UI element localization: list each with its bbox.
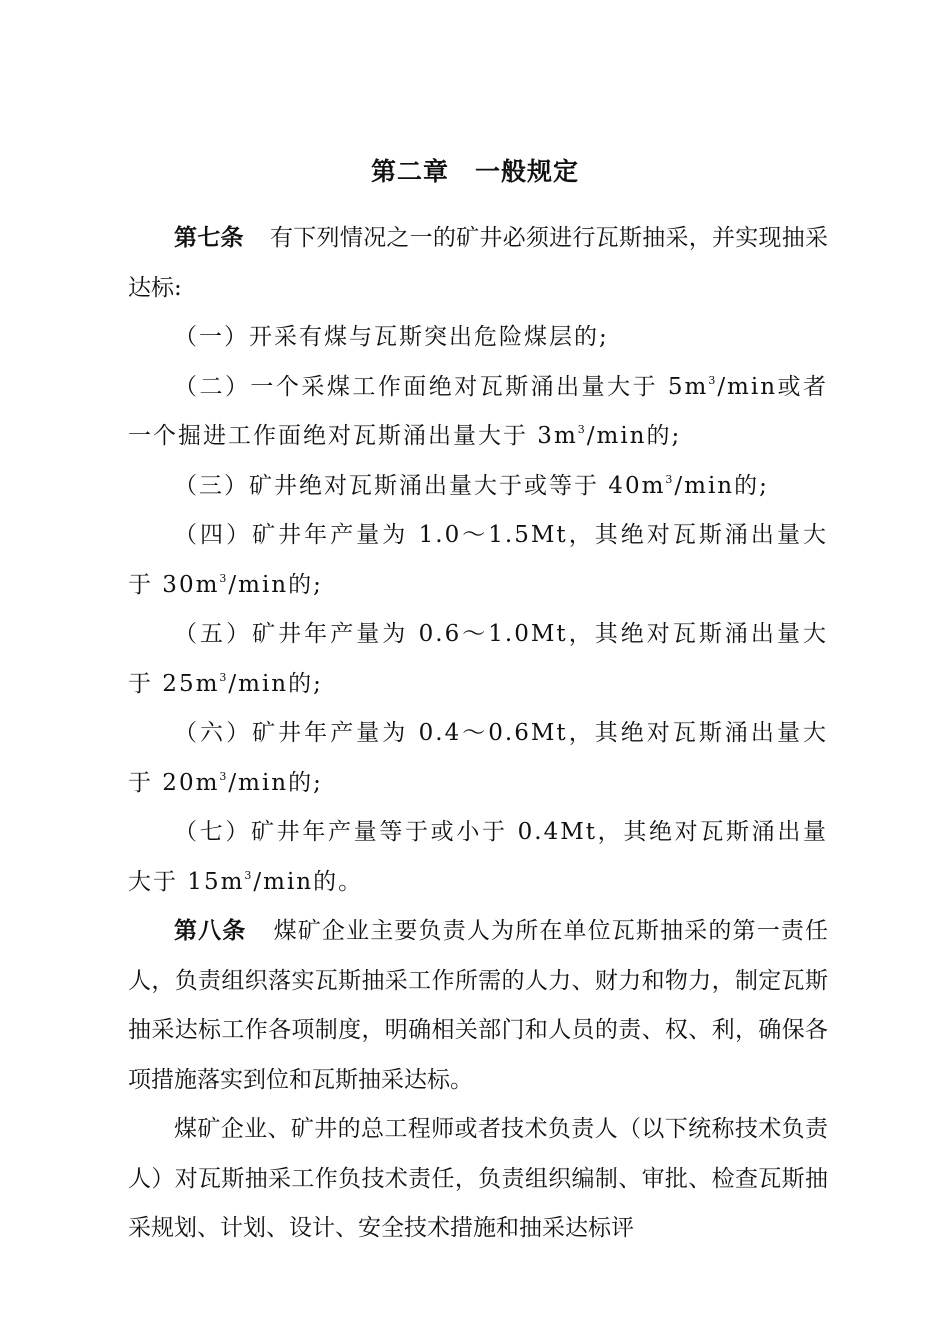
superscript-3: 3 — [219, 769, 229, 783]
article-7-intro-text: 有下列情况之一的矿井必须进行瓦斯抽采，并实现抽采达标: — [128, 225, 829, 301]
item-2-text-a: （二）一个采煤工作面绝对瓦斯涌出量大于 5m — [174, 373, 709, 400]
superscript-3: 3 — [244, 868, 254, 882]
document-body — [128, 214, 828, 1254]
article-7-item-7 — [128, 808, 828, 907]
article-7-item-4 — [128, 511, 828, 610]
item-6-text-a: （六）矿井年产量为 0.4～0.6Mt，其绝对瓦斯涌出量大于 20m — [128, 720, 828, 796]
item-5-text-b: /min的; — [228, 670, 323, 697]
item-7-text-a: （七）矿井年产量等于或小于 0.4Mt，其绝对瓦斯涌出量大于 15m — [128, 819, 828, 895]
article-8-paragraph-2-text: 煤矿企业、矿井的总工程师或者技术负责人（以下统称技术负责人）对瓦斯抽采工作负技术责任，负责组织编制、审批、检查瓦斯抽采规划、计划、设计、安全技术措施和抽采达标评 — [128, 1116, 828, 1241]
item-6-text-b: /min的; — [228, 769, 323, 796]
superscript-3: 3 — [665, 472, 675, 486]
article-8-paragraph-1 — [128, 907, 828, 1105]
superscript-3: 3 — [219, 571, 229, 585]
article-7-label: 第七条 — [174, 225, 244, 251]
article-8-label: 第八条 — [174, 918, 247, 944]
item-4-text-a: （四）矿井年产量为 1.0～1.5Mt，其绝对瓦斯涌出量大于 30m — [128, 522, 828, 598]
article-7-item-5 — [128, 610, 828, 709]
article-7-item-6 — [128, 709, 828, 808]
superscript-3: 3 — [219, 670, 229, 684]
item-7-text-b: /min的。 — [253, 868, 364, 895]
article-7-item-2 — [128, 363, 828, 462]
superscript-3: 3 — [708, 373, 718, 387]
chapter-title: 第二章 一般规定 — [370, 157, 579, 186]
item-2-text-b: /min或者一个掘进工作面绝对瓦斯涌出量大于 3m — [128, 373, 828, 449]
item-5-text-a: （五）矿井年产量为 0.6～1.0Mt，其绝对瓦斯涌出量大于 25m — [128, 621, 828, 697]
article-7-item-3 — [128, 462, 828, 512]
item-1-text: （一）开采有煤与瓦斯突出危险煤层的; — [174, 324, 609, 350]
article-8-paragraph-2 — [128, 1105, 828, 1254]
article-8-paragraph-1-text: 煤矿企业主要负责人为所在单位瓦斯抽采的第一责任人，负责组织落实瓦斯抽采工作所需的人力、财力和物力，制定瓦斯抽采达标工作各项制度，明确相关部门和人员的责、权、利，确保各项措施落实到位和瓦斯抽采达标。 — [128, 918, 829, 1093]
item-2-text-c: /min的; — [586, 423, 682, 449]
superscript-3: 3 — [577, 423, 587, 436]
item-3-text-b: /min的; — [674, 472, 769, 499]
article-7-intro — [128, 214, 828, 313]
item-4-text-b: /min的; — [228, 571, 323, 598]
article-7-item-1 — [128, 313, 828, 363]
item-3-text-a: （三）矿井绝对瓦斯涌出量大于或等于 40m — [174, 472, 666, 499]
